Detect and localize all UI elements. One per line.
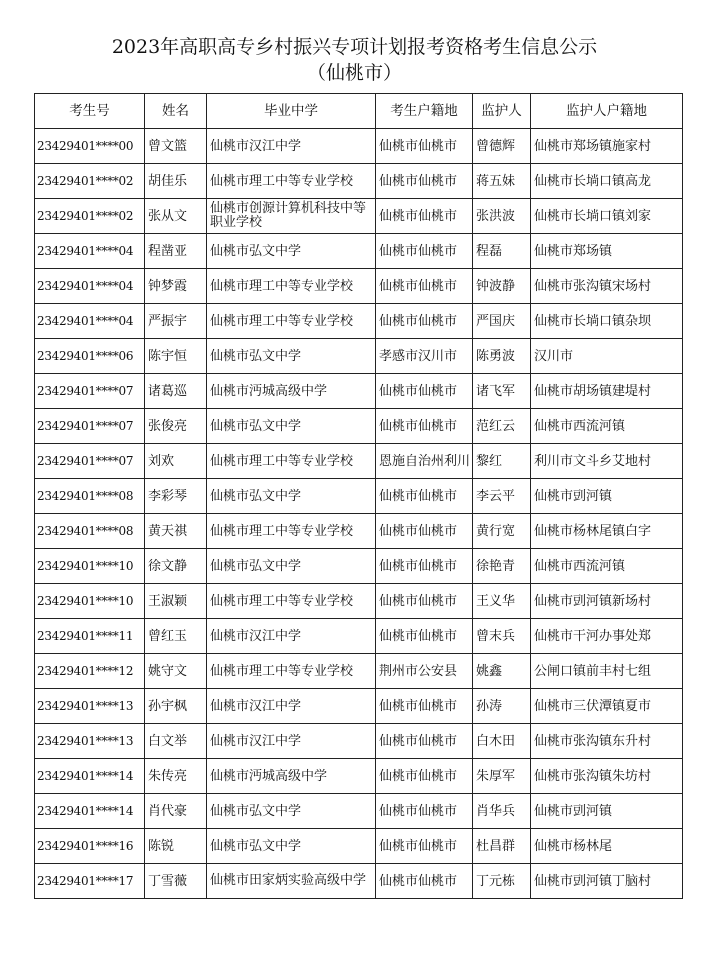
cell-household: 孝感市汉川市 [376,339,473,374]
cell-exam-id: 23429401****17 [35,864,145,899]
cell-exam-id: 23429401****10 [35,549,145,584]
cell-exam-id: 23429401****10 [35,584,145,619]
cell-household: 仙桃市仙桃市 [376,234,473,269]
cell-household: 仙桃市仙桃市 [376,864,473,899]
cell-school: 仙桃市弘文中学 [207,234,376,269]
cell-guardian: 程磊 [473,234,531,269]
cell-name: 陈锐 [145,829,207,864]
table-row [35,409,683,444]
cell-guardian: 诸飞军 [473,374,531,409]
cell-name: 诸葛巡 [145,374,207,409]
cell-school: 仙桃市理工中等专业学校 [207,164,376,199]
table-row [35,234,683,269]
table-row [35,584,683,619]
cell-guardian: 黄行宽 [473,514,531,549]
cell-exam-id: 23429401****12 [35,654,145,689]
cell-guardian: 肖华兵 [473,794,531,829]
cell-name: 徐文静 [145,549,207,584]
cell-guardian-household: 仙桃市剅河镇 [531,479,683,514]
cell-guardian: 钟波静 [473,269,531,304]
cell-guardian-household: 仙桃市西流河镇 [531,549,683,584]
cell-household: 仙桃市仙桃市 [376,619,473,654]
cell-name: 姚守文 [145,654,207,689]
cell-guardian: 范红云 [473,409,531,444]
cell-exam-id: 23429401****02 [35,199,145,234]
cell-name: 刘欢 [145,444,207,479]
table-row [35,374,683,409]
cell-exam-id: 23429401****07 [35,409,145,444]
cell-guardian: 徐艳青 [473,549,531,584]
cell-guardian-household: 仙桃市郑场镇施家村 [531,129,683,164]
cell-school: 仙桃市弘文中学 [207,794,376,829]
cell-school: 仙桃市创源计算机科技中等职业学校 [207,199,376,234]
cell-exam-id: 23429401****02 [35,164,145,199]
cell-household: 仙桃市仙桃市 [376,164,473,199]
cell-name: 胡佳乐 [145,164,207,199]
cell-name: 王淑颖 [145,584,207,619]
cell-exam-id: 23429401****13 [35,724,145,759]
cell-guardian-household: 仙桃市胡场镇建堤村 [531,374,683,409]
cell-school: 仙桃市汉江中学 [207,619,376,654]
cell-guardian: 蒋五妹 [473,164,531,199]
cell-guardian: 白木田 [473,724,531,759]
cell-school: 仙桃市弘文中学 [207,549,376,584]
cell-name: 白文举 [145,724,207,759]
cell-guardian-household: 仙桃市张沟镇东升村 [531,724,683,759]
table-row [35,549,683,584]
table-row [35,164,683,199]
cell-name: 严振宇 [145,304,207,339]
candidate-table [34,93,683,899]
cell-household: 仙桃市仙桃市 [376,129,473,164]
table-row [35,689,683,724]
cell-guardian: 陈勇波 [473,339,531,374]
cell-household: 仙桃市仙桃市 [376,794,473,829]
cell-household: 仙桃市仙桃市 [376,479,473,514]
table-header-row [35,94,683,129]
cell-school: 仙桃市田家炳实验高级中学 [207,864,376,899]
cell-school: 仙桃市理工中等专业学校 [207,304,376,339]
cell-guardian-household: 仙桃市杨林尾镇白字 [531,514,683,549]
cell-school: 仙桃市弘文中学 [207,479,376,514]
cell-exam-id: 23429401****14 [35,794,145,829]
cell-exam-id: 23429401****06 [35,339,145,374]
cell-name: 孙宇枫 [145,689,207,724]
cell-school: 仙桃市理工中等专业学校 [207,584,376,619]
cell-guardian-household: 公闸口镇前丰村七组 [531,654,683,689]
cell-school: 仙桃市弘文中学 [207,409,376,444]
cell-household: 仙桃市仙桃市 [376,374,473,409]
cell-name: 钟梦霞 [145,269,207,304]
cell-exam-id: 23429401****11 [35,619,145,654]
cell-household: 仙桃市仙桃市 [376,829,473,864]
cell-guardian-household: 仙桃市长埫口镇杂坝 [531,304,683,339]
cell-guardian-household: 仙桃市杨林尾 [531,829,683,864]
cell-guardian-household: 仙桃市长埫口镇高龙 [531,164,683,199]
cell-guardian-household: 仙桃市剅河镇丁脑村 [531,864,683,899]
document-subtitle: （仙桃市） [306,62,402,84]
cell-school: 仙桃市理工中等专业学校 [207,654,376,689]
table-row [35,339,683,374]
cell-exam-id: 23429401****16 [35,829,145,864]
cell-guardian: 朱厚军 [473,759,531,794]
cell-name: 李彩琴 [145,479,207,514]
column-header-guardian-household: 监护人户籍地 [531,94,683,129]
cell-school: 仙桃市理工中等专业学校 [207,514,376,549]
cell-guardian: 严国庆 [473,304,531,339]
cell-school: 仙桃市汉江中学 [207,724,376,759]
cell-guardian-household: 利川市文斗乡艾地村 [531,444,683,479]
cell-household: 仙桃市仙桃市 [376,514,473,549]
table-row [35,794,683,829]
column-header-guardian: 监护人 [473,94,531,129]
cell-name: 肖代豪 [145,794,207,829]
cell-exam-id: 23429401****04 [35,304,145,339]
cell-school: 仙桃市弘文中学 [207,829,376,864]
cell-name: 程凿亚 [145,234,207,269]
cell-guardian-household: 仙桃市剅河镇 [531,794,683,829]
table-row [35,304,683,339]
cell-guardian: 李云平 [473,479,531,514]
table-row [35,654,683,689]
cell-name: 黄天祺 [145,514,207,549]
table-row [35,129,683,164]
cell-household: 仙桃市仙桃市 [376,584,473,619]
cell-guardian: 孙涛 [473,689,531,724]
cell-school: 仙桃市弘文中学 [207,339,376,374]
cell-household: 恩施自治州利川 [376,444,473,479]
cell-guardian: 黎红 [473,444,531,479]
table-row [35,514,683,549]
cell-guardian: 曾末兵 [473,619,531,654]
cell-guardian-household: 汉川市 [531,339,683,374]
cell-guardian: 张洪波 [473,199,531,234]
cell-exam-id: 23429401****08 [35,479,145,514]
cell-name: 陈宇恒 [145,339,207,374]
cell-exam-id: 23429401****07 [35,444,145,479]
table-row [35,619,683,654]
cell-exam-id: 23429401****00 [35,129,145,164]
cell-guardian-household: 仙桃市三伏潭镇夏市 [531,689,683,724]
cell-guardian: 王义华 [473,584,531,619]
cell-guardian: 杜昌群 [473,829,531,864]
column-header-household: 考生户籍地 [376,94,473,129]
cell-guardian: 曾德辉 [473,129,531,164]
cell-school: 仙桃市理工中等专业学校 [207,269,376,304]
cell-name: 丁雪薇 [145,864,207,899]
cell-guardian-household: 仙桃市剅河镇新场村 [531,584,683,619]
table-row [35,199,683,234]
table-row [35,829,683,864]
cell-guardian-household: 仙桃市长埫口镇刘家 [531,199,683,234]
cell-guardian-household: 仙桃市张沟镇朱坊村 [531,759,683,794]
cell-exam-id: 23429401****14 [35,759,145,794]
cell-exam-id: 23429401****08 [35,514,145,549]
cell-exam-id: 23429401****13 [35,689,145,724]
cell-household: 仙桃市仙桃市 [376,409,473,444]
cell-guardian: 丁元栋 [473,864,531,899]
table-body [35,129,683,899]
cell-school: 仙桃市理工中等专业学校 [207,444,376,479]
cell-household: 仙桃市仙桃市 [376,549,473,584]
cell-guardian-household: 仙桃市张沟镇宋场村 [531,269,683,304]
cell-school: 仙桃市沔城高级中学 [207,759,376,794]
cell-school: 仙桃市沔城高级中学 [207,374,376,409]
column-header-name: 姓名 [145,94,207,129]
cell-household: 仙桃市仙桃市 [376,724,473,759]
table-row [35,269,683,304]
cell-name: 曾红玉 [145,619,207,654]
cell-name: 张从文 [145,199,207,234]
cell-exam-id: 23429401****04 [35,269,145,304]
table-row [35,479,683,514]
cell-household: 仙桃市仙桃市 [376,269,473,304]
cell-name: 张俊亮 [145,409,207,444]
cell-guardian: 姚鑫 [473,654,531,689]
cell-school: 仙桃市汉江中学 [207,129,376,164]
column-header-school: 毕业中学 [207,94,376,129]
table-row [35,864,683,899]
table-row [35,724,683,759]
cell-guardian-household: 仙桃市郑场镇 [531,234,683,269]
cell-household: 仙桃市仙桃市 [376,759,473,794]
cell-guardian-household: 仙桃市西流河镇 [531,409,683,444]
cell-household: 仙桃市仙桃市 [376,304,473,339]
cell-exam-id: 23429401****04 [35,234,145,269]
cell-school: 仙桃市汉江中学 [207,689,376,724]
cell-household: 仙桃市仙桃市 [376,199,473,234]
column-header-exam-id: 考生号 [35,94,145,129]
cell-guardian-household: 仙桃市干河办事处郑 [531,619,683,654]
table-row [35,444,683,479]
document-title: 2023年高职高专乡村振兴专项计划报考资格考生信息公示 [111,36,598,58]
cell-name: 曾文篮 [145,129,207,164]
cell-name: 朱传亮 [145,759,207,794]
cell-exam-id: 23429401****07 [35,374,145,409]
cell-household: 仙桃市仙桃市 [376,689,473,724]
cell-household: 荆州市公安县 [376,654,473,689]
table-row [35,759,683,794]
